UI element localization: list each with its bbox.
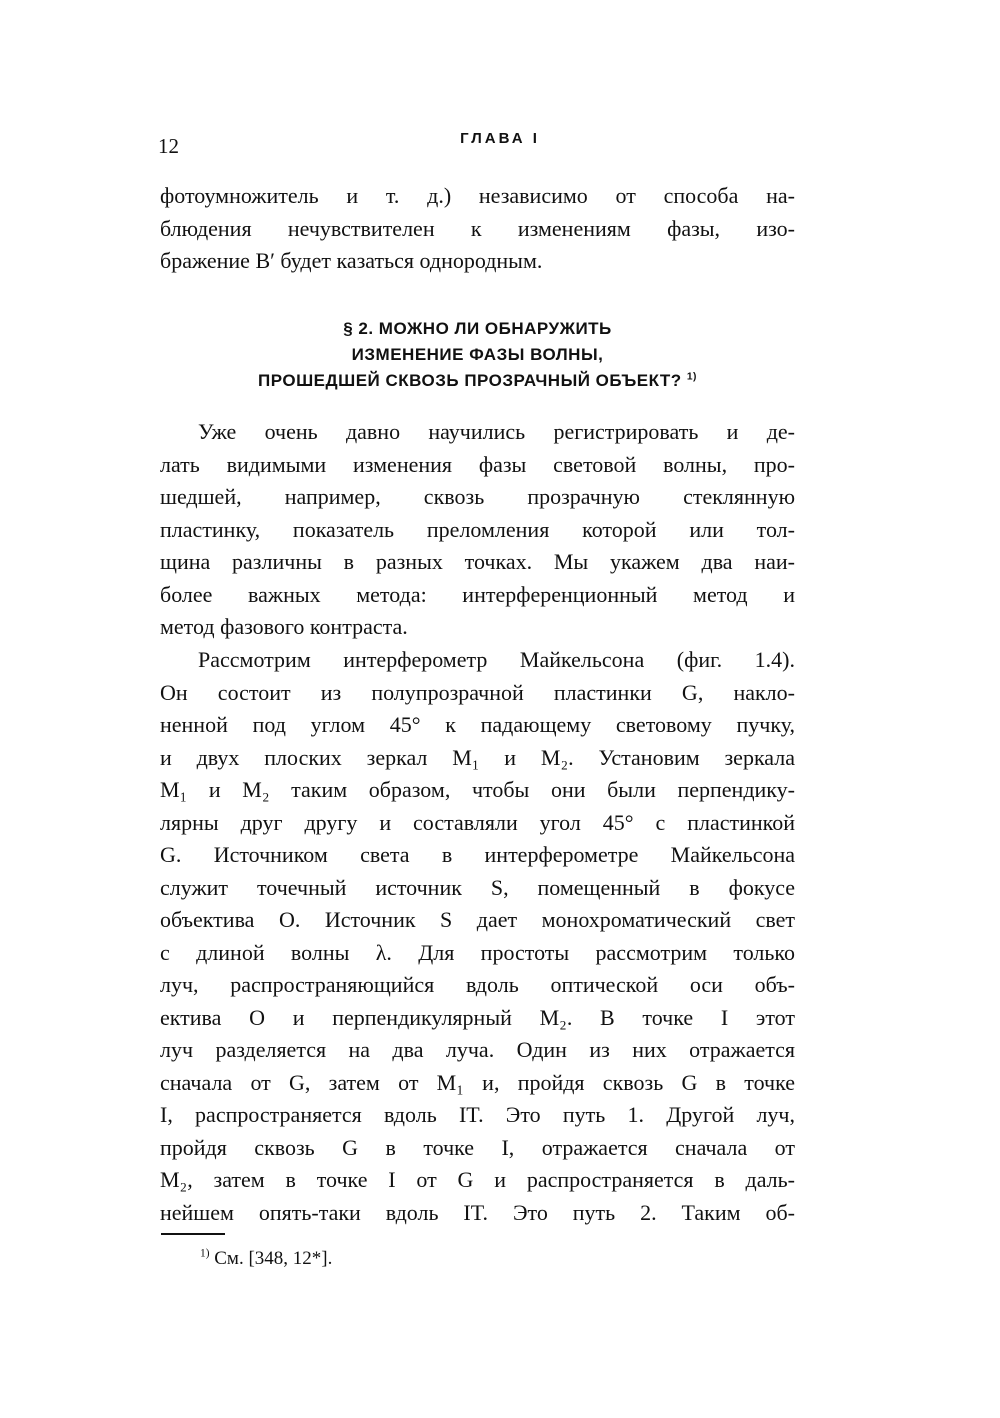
heading-footnote-mark: 1) — [686, 371, 697, 383]
text-line: ектива O и перпендикулярный M₂. В точке I этот — [160, 1004, 795, 1030]
paragraph-2 — [160, 644, 795, 1229]
footnote-mark: 1) — [200, 1247, 210, 1260]
footnote — [200, 1248, 332, 1270]
running-head: ГЛАВА I — [460, 130, 540, 147]
text-line: пройдя сквозь G в точке I, отражается сначала от — [160, 1134, 795, 1160]
text-line: Рассмотрим интерферометр Майкельсона (фиг. 1.4). — [198, 647, 795, 672]
text-line: M₁ и M₂ таким образом, чтобы они были перпендику- — [160, 777, 795, 802]
footnote-rule — [161, 1233, 225, 1235]
text-line: M₂, затем в точке I от G и распространяется в даль- — [160, 1167, 795, 1192]
footnote-text: См. [348, 12*]. — [214, 1248, 333, 1269]
intro-text — [160, 180, 795, 278]
heading-line: § 2. МОЖНО ЛИ ОБНАРУЖИТЬ — [343, 319, 612, 338]
text-line: с длиной волны λ. Для простоты рассмотрим только — [160, 939, 795, 965]
text-line: блюдения нечувствителен к изменениям фазы, изо- — [160, 215, 795, 241]
text-line: G. Источником света в интерферометре Майкельсона — [160, 842, 795, 867]
text-line: нейшем опять-таки вдоль IT. Это путь 2. Таким об- — [160, 1199, 795, 1225]
text-line: фотоумножитель и т. д.) независимо от способа на- — [160, 183, 795, 208]
heading-line: ИЗМЕНЕНИЕ ФАЗЫ ВОЛНЫ, — [351, 345, 604, 364]
text-line: более важных метода: интерференционный метод и — [160, 581, 795, 607]
text-line: лярны друг другу и составляли угол 45° с пластинкой — [160, 809, 795, 835]
text-line: щина различны в разных точках. Мы укажем два наи- — [160, 549, 795, 574]
paragraph-1 — [160, 416, 795, 644]
heading-line: ПРОШЕДШЕЙ СКВОЗЬ ПРОЗРАЧНЫЙ ОБЪЕКТ? $^{1)}$ — [258, 371, 697, 390]
text-line: служит точечный источник S, помещенный в фокусе — [160, 874, 795, 900]
text-line: сначала от G, затем от M₁ и, пройдя сквозь G в точке — [160, 1069, 795, 1095]
text-line: I, распространяется вдоль IT. Это путь 1. Другой луч, — [160, 1102, 795, 1127]
page-number: 12 — [158, 134, 179, 158]
text-line: метод фазового контраста. — [160, 614, 408, 639]
section-heading — [160, 316, 795, 394]
text-line: бражение B′ будет казаться однородным. — [160, 248, 543, 273]
text-line: Уже очень давно научились регистрировать и де- — [198, 419, 795, 444]
text-line: пластинку, показатель преломления которой или тол- — [160, 516, 795, 542]
text-line: объектива O. Источник S дает монохроматический свет — [160, 907, 795, 932]
text-line: лать видимыми изменения фазы световой волны, про- — [160, 451, 795, 477]
text-line: луч разделяется на два луча. Один из них отражается — [160, 1037, 795, 1062]
text-line: и двух плоских зеркал M₁ и M₂. Установим зеркала — [160, 744, 795, 770]
text-line: луч, распространяющийся вдоль оптической оси объ- — [160, 972, 795, 997]
text-line: шедшей, например, сквозь прозрачную стеклянную — [160, 484, 795, 509]
text-line: Он состоит из полупрозрачной пластинки G, накло- — [160, 679, 795, 705]
text-line: ненной под углом 45° к падающему световому пучку, — [160, 712, 795, 737]
